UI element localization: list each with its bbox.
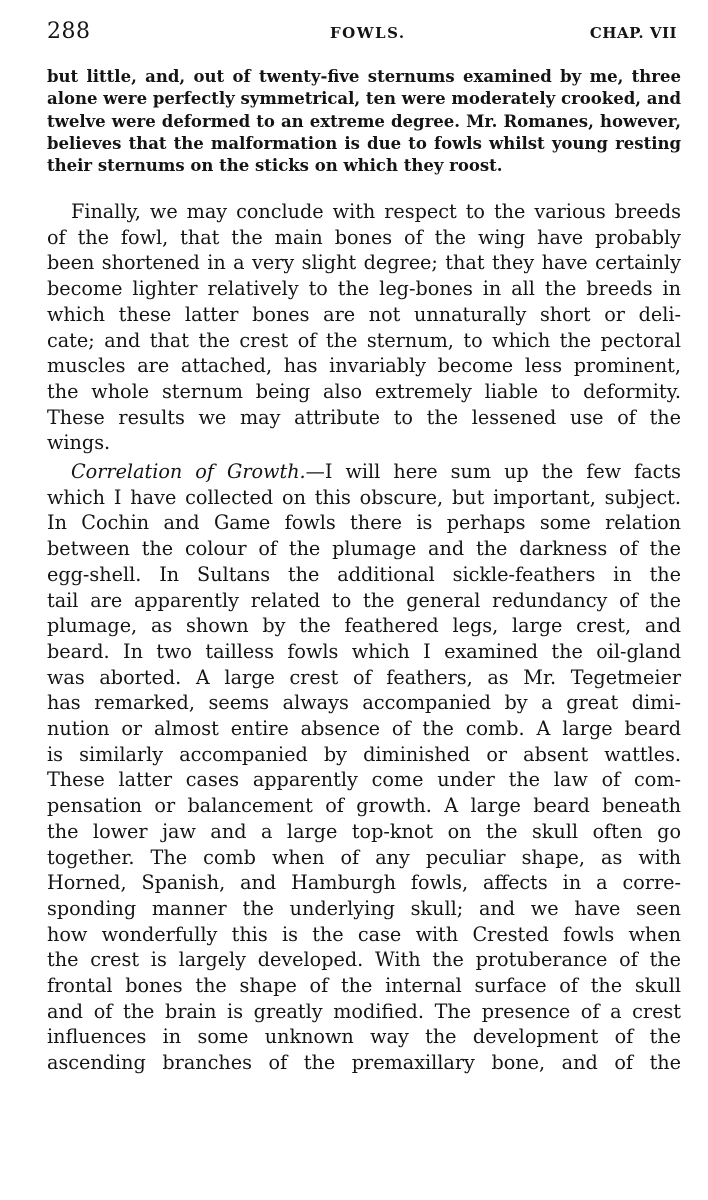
text-line: sponding manner the underlying skull; and we have seen (47, 896, 681, 920)
text-line: beard. In two tailless fowls which I examined the oil-gland (47, 639, 681, 663)
text-line-rest: —I will here sum up the few facts (305, 460, 681, 483)
text-line: but little, and, out of twenty-five sternums examined by me, three (47, 67, 681, 86)
paragraph-sternum-note (47, 66, 681, 177)
text-line: Horned, Spanish, and Hamburgh fowls, affects in a corre- (47, 871, 681, 895)
text-line-first (47, 459, 681, 485)
text-line: believes that the malformation is due to fowls whilst young resting (47, 133, 681, 153)
text-line: the lower jaw and a large top-knot on the skull often go (47, 819, 681, 843)
text-line: egg-shell. In Sultans the additional sickle-feathers in the (47, 562, 681, 586)
text-line: between the colour of the plumage and the darkness of the (47, 537, 681, 561)
text-line: frontal bones the shape of the internal surface of the skull (47, 974, 681, 998)
text-line: twelve were deformed to an extreme degree. Mr. Romanes, however, (47, 111, 681, 131)
text-line: These results we may attribute to the lessened use of the (47, 405, 681, 429)
text-line: how wonderfully this is the case with Crested fowls when (47, 922, 681, 946)
text-line: pensation or balancement of growth. A large beard beneath (47, 794, 681, 818)
text-line: the crest is largely developed. With the protuberance of the (47, 948, 681, 972)
text-line: nution or almost entire absence of the comb. A large beard (47, 717, 681, 741)
text-line: wings. (47, 431, 111, 455)
text-line: plumage, as shown by the feathered legs, large crest, and (47, 614, 681, 638)
text-line: muscles are attached, has invariably become less prominent, (47, 354, 681, 378)
text-line: was aborted. A large crest of feathers, as Mr. Tegetmeier (47, 665, 681, 689)
text-line: the whole sternum being also extremely liable to deformity. (47, 379, 681, 403)
chapter-label: CHAP. VII (589, 24, 677, 42)
text-line: which these latter bones are not unnaturally short or deli- (47, 302, 681, 326)
text-line: been shortened in a very slight degree; that they have certainly (47, 251, 681, 275)
text-line: their sternums on the sticks on which they roost. (47, 156, 503, 176)
text-line: is similarly accompanied by diminished or absent wattles. (47, 742, 681, 766)
text-line: of the fowl, that the main bones of the wing have probably (47, 225, 681, 249)
text-line: In Cochin and Game fowls there is perhaps some relation (47, 511, 681, 535)
text-line: Finally, we may conclude with respect to the various breeds (71, 200, 681, 223)
text-line: ascending branches of the premaxillary bone, and of the (47, 1051, 681, 1075)
text-line: tail are apparently related to the general redundancy of the (47, 588, 681, 612)
paragraph-conclusion (47, 199, 681, 456)
text-line: which I have collected on this obscure, but important, subject. (47, 485, 681, 509)
page-number: 288 (47, 19, 91, 44)
text-line: has remarked, seems always accompanied by a great dimi- (47, 691, 681, 715)
text-line: become lighter relatively to the leg-bones in all the breeds in (47, 277, 681, 301)
running-head: FOWLS. (330, 24, 406, 42)
text-line: influences in some unknown way the development of the (47, 1025, 681, 1049)
text-line: cate; and that the crest of the sternum, to which the pectoral (47, 328, 681, 352)
page-header (47, 19, 677, 47)
text-line: alone were perfectly symmetrical, ten were moderately crooked, and (47, 89, 681, 109)
text-line: and of the brain is greatly modified. The presence of a crest (47, 999, 681, 1023)
text-line: These latter cases apparently come under the law of com- (47, 768, 681, 792)
paragraph-correlation-of-growth (47, 459, 681, 1076)
section-heading: Correlation of Growth. (71, 460, 306, 483)
text-line: together. The comb when of any peculiar shape, as with (47, 845, 681, 869)
